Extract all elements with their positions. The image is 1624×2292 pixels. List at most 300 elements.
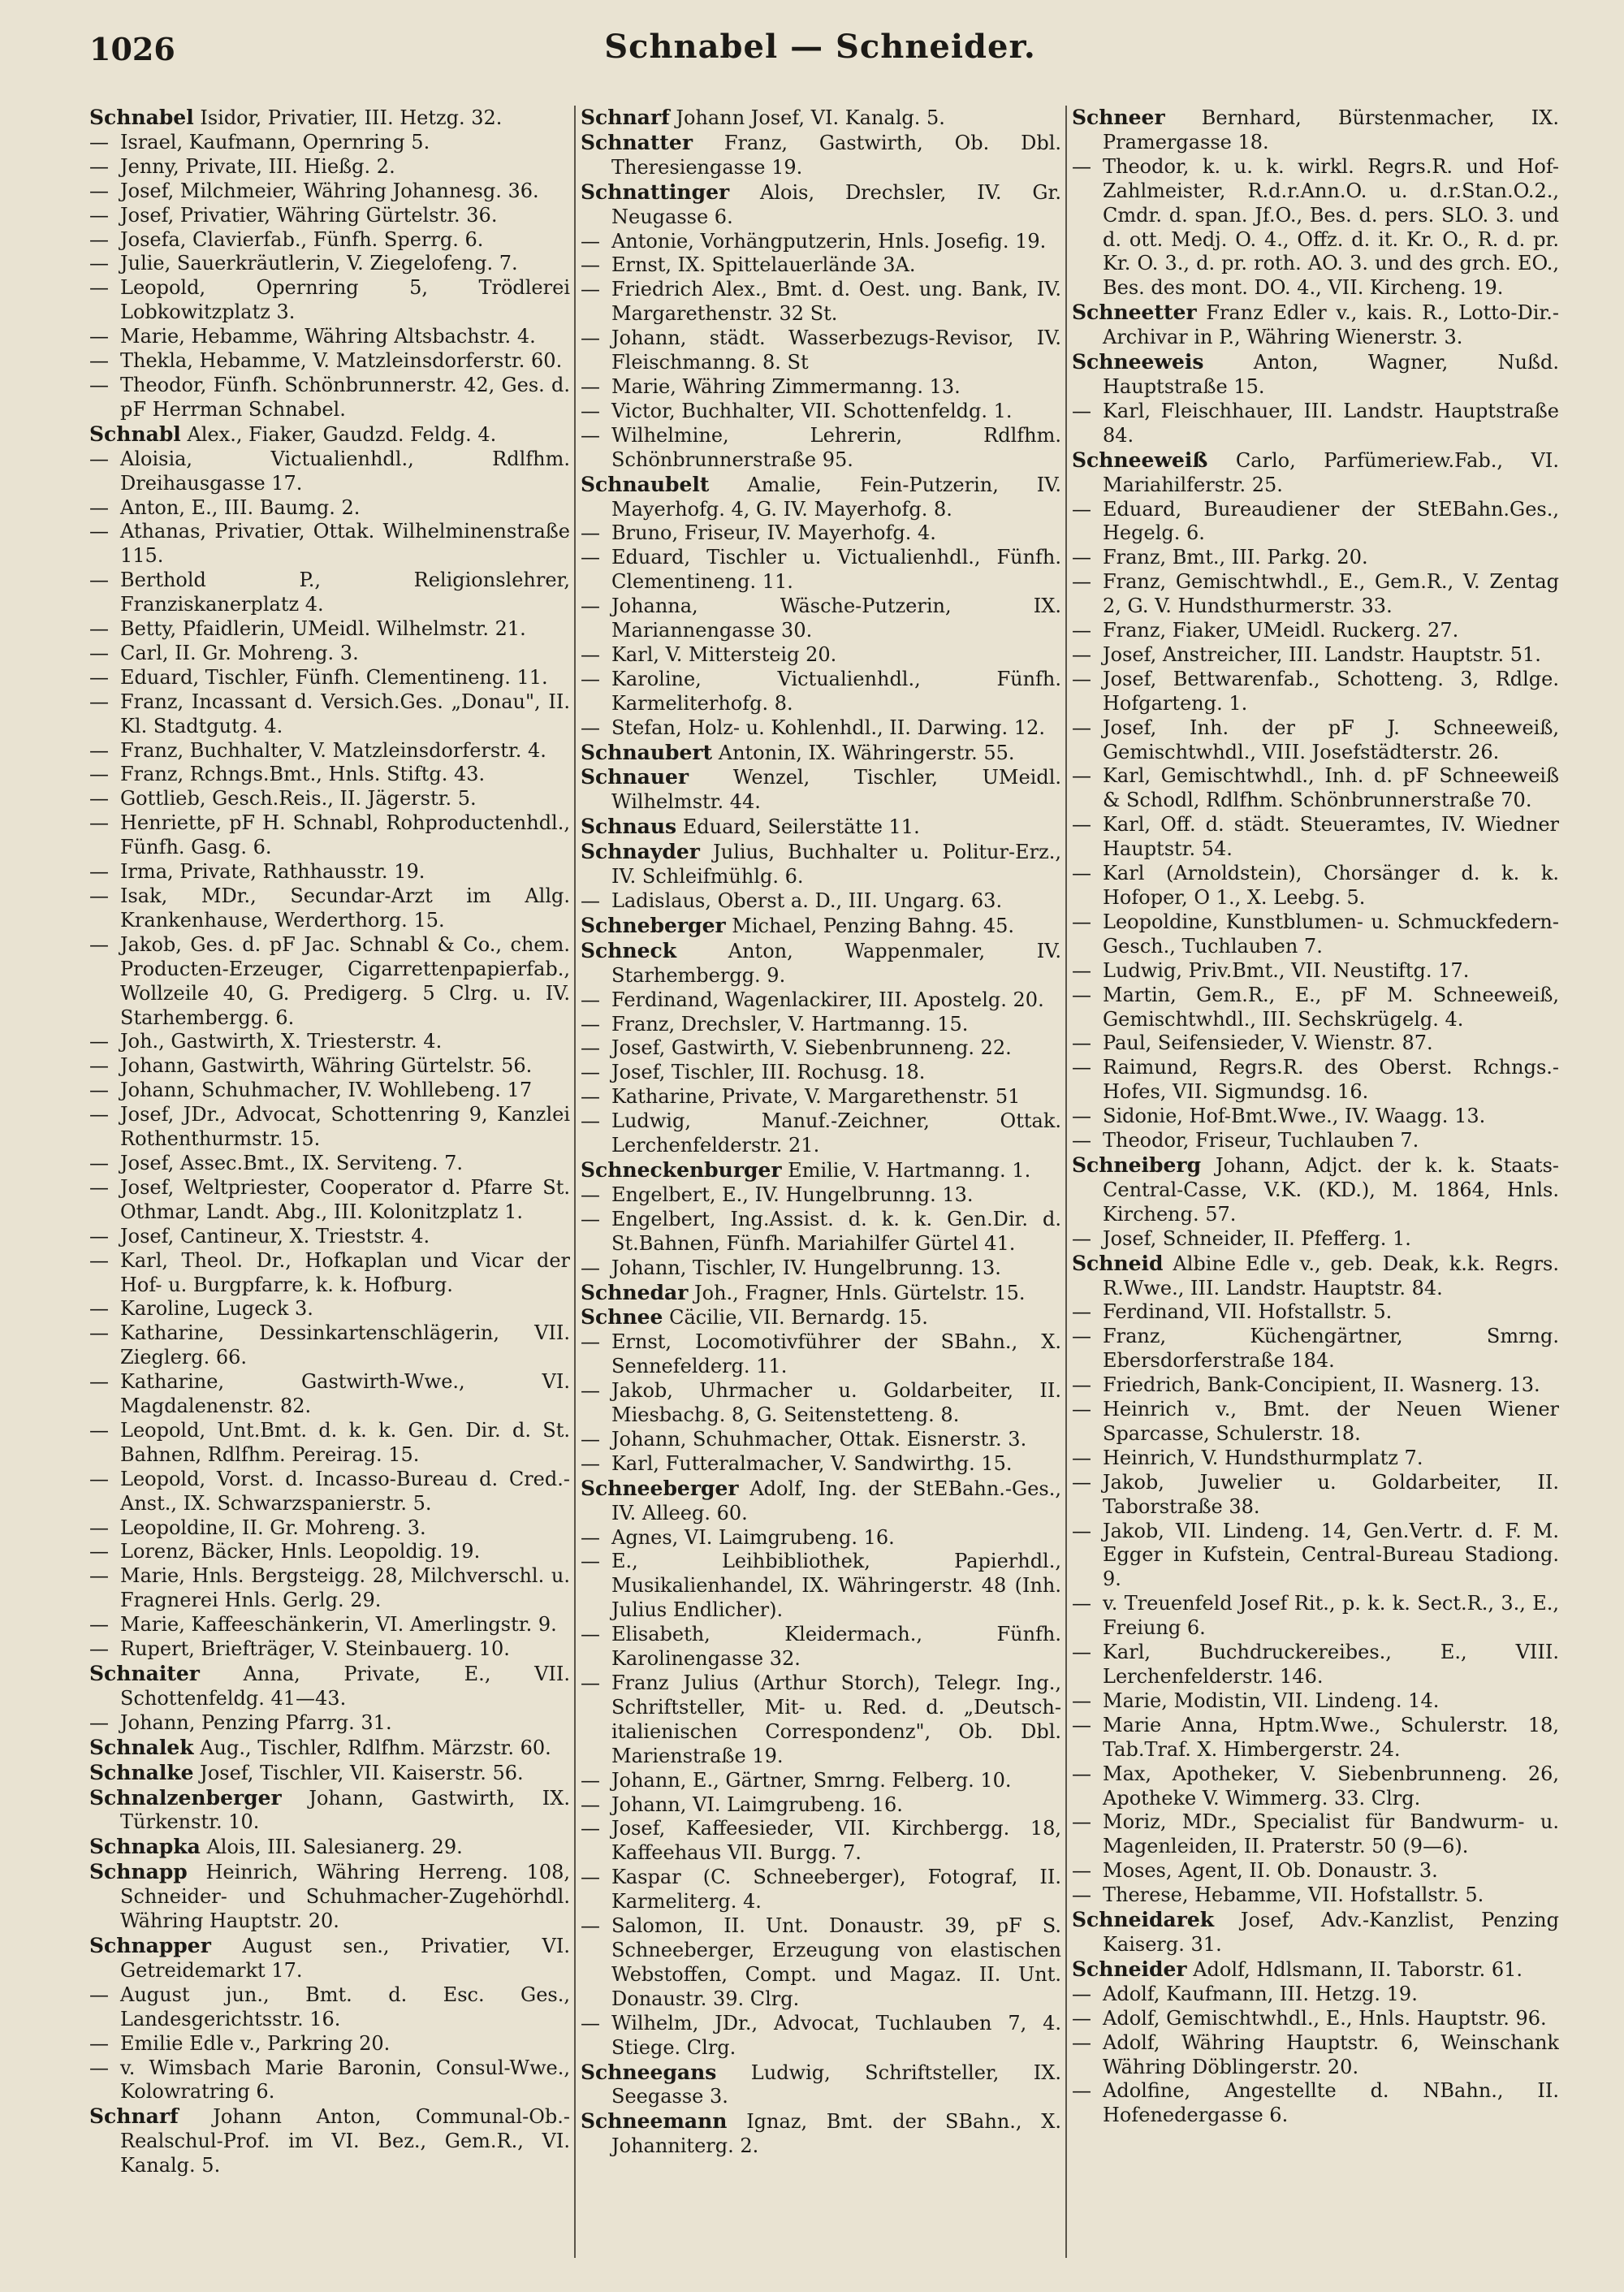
directory-entry-surname [581,180,1061,230]
surname-heading: Schnee [581,1305,663,1330]
page-number: 1026 [89,31,175,67]
directory-entry [581,1256,1061,1281]
entry-text: v. Wimsbach Marie Baronin, Consul-Wwe., Kolowratring 6. [120,2056,570,2104]
entry-text: Martin, Gem.R., E., pF M. Schneeweiß, Gemischtwhdl., III. Sechskrügelg. 4. [1103,983,1559,1031]
ditto-dash: — [581,1061,600,1084]
ditto-dash: — [1072,1641,1091,1664]
surname-heading: Schnalek [89,1735,194,1759]
directory-entry [89,155,570,179]
entry-text: Bruno, Friseur, IV. Mayerhofg. 4. [611,521,936,545]
entry-text: Johann, Schuhmacher, Ottak. Eisnerstr. 3. [611,1427,1027,1451]
directory-entry [89,763,570,787]
ditto-dash: — [89,1079,109,1102]
ditto-dash: — [1072,2079,1091,2103]
directory-entry [89,131,570,155]
entry-text: Heinrich, Währing Herreng. 108, Schneider- und Schuhmacher-Zugehörhdl. Währing Hauptstr. 20. [120,1861,570,1933]
ditto-dash: — [89,1710,109,1734]
entry-text: Franz, Küchengärtner, Smrng. Ebersdorferstraße 184. [1103,1325,1559,1373]
directory-entry [89,1103,570,1152]
entry-text: Eduard, Tischler u. Victualienhdl., Fünfh. Clementineng. 11. [611,546,1061,594]
ditto-dash: — [581,1793,600,1816]
directory-entry [89,617,570,642]
ditto-dash: — [581,1109,600,1133]
entry-text: Franz, Incassant d. Versich.Ges. „Donau", II. Kl. Stadtgutg. 4. [120,690,570,737]
column-3 [1072,106,1559,2266]
ditto-dash: — [89,349,109,373]
ditto-dash: — [581,1817,600,1840]
entry-text: Israel, Kaufmann, Opernring 5. [120,130,430,154]
surname-heading: Schneetter [1072,301,1197,325]
directory-entry [89,1225,570,1249]
entry-text: Josef, Schneider, II. Pfefferg. 1. [1103,1226,1411,1250]
directory-entry [1072,619,1559,643]
directory-entry [89,1054,570,1079]
directory-entry [89,1176,570,1225]
ditto-dash: — [1072,570,1091,594]
ditto-dash: — [89,447,109,470]
directory-entry [89,448,570,496]
ditto-dash: — [89,154,109,178]
entry-text: Jakob, Ges. d. pF Jac. Schnabl & Co., chem. Producten-Erzeuger, Cigarrettenpapierfab., Wollzeile 40, G. Predigerg. 5 Clrg. u. IV. Starhembergg. 6. [120,932,570,1029]
ditto-dash: — [1072,1398,1091,1421]
directory-entry-surname [581,473,1061,522]
entry-text: Leopoldine, II. Gr. Mohreng. 3. [120,1516,426,1539]
entry-text: Johann, VI. Laimgrubeng. 16. [611,1793,903,1816]
directory-entry [89,2032,570,2056]
directory-entry [1072,764,1559,813]
entry-text: Josef, Inh. der pF J. Schneeweiß, Gemischtwhdl., VIII. Josefstädterstr. 26. [1103,716,1559,763]
directory-entry [1072,2007,1559,2031]
ditto-dash: — [581,988,600,1011]
ditto-dash: — [1072,619,1091,642]
directory-entry [581,1526,1061,1550]
entry-text: Franz, Rchngs.Bmt., Hnls. Stiftg. 43. [120,763,486,786]
entry-text: Leopoldine, Kunstblumen- u. Schmuckfedern-Gesch., Tuchlauben 7. [1103,910,1559,958]
directory-entry [1072,813,1559,862]
directory-entry-surname [1072,301,1559,350]
directory-entry [581,1817,1061,1866]
directory-entry [581,1109,1061,1158]
ditto-dash: — [89,203,109,227]
directory-entry [1072,1859,1559,1883]
entry-text: Marie, Kaffeeschänkerin, VI. Amerlingstr. 9. [120,1613,557,1637]
ditto-dash: — [1072,1762,1091,1785]
directory-entry [89,1321,570,1370]
directory-entry [89,666,570,690]
entry-text: Sidonie, Hof-Bmt.Wwe., IV. Waagg. 13. [1103,1105,1486,1128]
ditto-dash: — [581,1866,600,1889]
ditto-dash: — [1072,716,1091,739]
entry-text: Thekla, Hebamme, V. Matzleinsdorferstr. 60. [120,349,563,373]
directory-entry [89,739,570,763]
ditto-dash: — [89,2056,109,2079]
ditto-dash: — [89,884,109,907]
directory-entry [581,1671,1061,1769]
ditto-dash: — [1072,1446,1091,1469]
directory-entry-surname [581,765,1061,815]
entry-text: Ernst, Locomotivführer der SBahn., X. Sennefelderg. 11. [611,1330,1061,1378]
ditto-dash: — [1072,1689,1091,1712]
directory-entry [1072,1129,1559,1153]
entry-text: Marie Anna, Hptm.Wwe., Schulerstr. 18, Tab.Traf. X. Himbergerstr. 24. [1103,1713,1559,1761]
entry-text: Ferdinand, VII. Hofstallstr. 5. [1103,1300,1393,1324]
entry-text: Leopold, Vorst. d. Incasso-Bureau d. Cred.-Anst., IX. Schwarzspanierstr. 5. [120,1467,570,1515]
directory-entry [581,1866,1061,1914]
columns [89,106,1559,2266]
ditto-dash: — [581,399,600,422]
directory-entry [89,642,570,666]
entry-text: Josef, JDr., Advocat, Schottenring 9, Kanzlei Rothenthurmstr. 15. [120,1103,570,1151]
directory-entry [1072,570,1559,619]
ditto-dash: — [89,738,109,762]
directory-entry [1072,1398,1559,1447]
directory-entry [1072,959,1559,984]
entry-text: Kaspar (C. Schneeberger), Fotograf, II. Karmeliterg. 4. [611,1866,1061,1914]
ditto-dash: — [89,1175,109,1199]
directory-entry [1072,1227,1559,1252]
ditto-dash: — [89,1103,109,1127]
entry-text: Albine Edle v., geb. Deak, k.k. Regrs. R.Wwe., III. Landstr. Hauptstr. 84. [1103,1252,1559,1300]
entry-text: Stefan, Holz- u. Kohlenhdl., II. Darwing. 12. [611,716,1045,739]
ditto-dash: — [89,1054,109,1078]
directory-entry [89,349,570,374]
entry-text: Isidor, Privatier, III. Hetzg. 32. [193,106,503,129]
entry-text: Johann, Schuhmacher, IV. Wohllebeng. 17 [120,1079,533,1102]
entry-text: Adolfine, Angestellte d. NBahn., II. Hofenedergasse 6. [1103,2079,1559,2127]
entry-text: Eduard, Tischler, Fünfh. Clementineng. 11. [120,665,548,689]
directory-entry [1072,1883,1559,1908]
directory-entry [89,374,570,422]
surname-heading: Schnaubelt [581,472,710,496]
ditto-dash: — [89,495,109,519]
directory-entry [89,787,570,811]
directory-entry-surname [1072,1252,1559,1301]
surname-heading: Schneck [581,938,677,962]
ditto-dash: — [89,617,109,641]
entry-text: Karl, Gemischtwhdl., Inh. d. pF Schneeweiß & Schodl, Rdlfhm. Schönbrunnerstraße 70. [1103,764,1559,812]
ditto-dash: — [1072,1129,1091,1152]
entry-text: Franz, Buchhalter, V. Matzleinsdorferstr. 4. [120,738,546,762]
ditto-dash: — [89,130,109,154]
surname-heading: Schneemann [581,2109,728,2134]
entry-text: Irma, Private, Rathhausstr. 19. [120,860,425,884]
surname-heading: Schneider [1072,1957,1187,1981]
entry-text: Josef, Assec.Bmt., IX. Serviteng. 7. [120,1151,464,1174]
entry-text: Anton, Wagner, Nußd. Hauptstraße 15. [1103,351,1559,398]
directory-entry-surname [89,1934,570,1983]
directory-entry-surname [1072,1908,1559,1957]
ditto-dash: — [581,1012,600,1036]
directory-entry [1072,400,1559,448]
ditto-dash: — [581,253,600,277]
entry-text: Eduard, Bureaudiener der StEBahn.Ges., Hegelg. 6. [1103,497,1559,545]
directory-entry-surname [581,741,1061,766]
entry-text: Karl, Theol. Dr., Hofkaplan und Vicar der Hof- u. Burgpfarre, k. k. Hofburg. [120,1248,570,1296]
directory-entry [1072,1471,1559,1520]
entry-text: Josef, Gastwirth, V. Siebenbrunneng. 22. [611,1036,1012,1060]
running-head: Schnabel — Schneider. [604,28,1036,66]
ditto-dash: — [581,1623,600,1646]
directory-entry [1072,155,1559,301]
entry-text: Michael, Penzing Bahng. 45. [725,914,1015,937]
directory-entry [1072,910,1559,959]
column-divider [574,106,576,2258]
directory-entry [581,278,1061,327]
ditto-dash: — [89,1467,109,1490]
entry-text: Joh., Fragner, Hnls. Gürtelstr. 15. [688,1281,1026,1304]
ditto-dash: — [1072,2006,1091,2030]
entry-text: E., Leihbibliothek, Papierhdl., Musikalienhandel, IX. Währingerstr. 48 (Inh. Julius Endlicher). [611,1550,1061,1622]
ditto-dash: — [1072,983,1091,1006]
directory-entry [1072,546,1559,570]
entry-text: Leopold, Unt.Bmt. d. k. k. Gen. Dir. d. St. Bahnen, Rdlfhm. Pereirag. 15. [120,1418,570,1466]
directory-entry [1072,1373,1559,1398]
directory-entry [1072,498,1559,547]
ditto-dash: — [89,787,109,811]
directory-entry [89,690,570,739]
directory-entry [1072,1105,1559,1129]
ditto-dash: — [1072,1713,1091,1736]
ditto-dash: — [1072,910,1091,933]
ditto-dash: — [581,642,600,666]
ditto-dash: — [581,1427,600,1451]
directory-entry [581,1452,1061,1477]
directory-entry [1072,1983,1559,2007]
entry-text: Alex., Fiaker, Gaudzd. Feldg. 4. [180,422,497,446]
directory-entry [1072,668,1559,716]
entry-text: Josef, Cantineur, X. Trieststr. 4. [120,1224,430,1248]
entry-text: Franz, Gastwirth, Ob. Dbl. Theresiengasse 19. [611,131,1061,179]
entry-text: Jakob, VII. Lindeng. 14, Gen.Vertr. d. F. M. Egger in Kufstein, Central-Bureau Stadiong. 9. [1103,1519,1559,1591]
ditto-dash: — [89,1224,109,1248]
ditto-dash: — [89,1418,109,1442]
surname-heading: Schnarf [89,2104,179,2129]
entry-text: Theodor, Friseur, Tuchlauben 7. [1103,1129,1419,1152]
ditto-dash: — [89,763,109,786]
entry-text: Franz, Bmt., III. Parkg. 20. [1103,546,1368,569]
ditto-dash: — [581,374,600,398]
entry-text: Elisabeth, Kleidermach., Fünfh. Karolinengasse 32. [611,1623,1061,1671]
directory-entry [89,1297,570,1321]
surname-heading: Schnayder [581,840,700,864]
ditto-dash: — [89,1297,109,1321]
entry-text: Friedrich, Bank-Concipient, II. Wasnerg. 13. [1103,1373,1540,1397]
surname-heading: Schnarf [581,106,670,129]
entry-text: Ludwig, Manuf.-Zeichner, Ottak. Lerchenfelderstr. 21. [611,1109,1061,1157]
ditto-dash: — [1072,1373,1091,1397]
entry-text: Heinrich v., Bmt. der Neuen Wiener Sparcasse, Schulerstr. 18. [1103,1398,1559,1445]
directory-entry-surname [581,840,1061,889]
ditto-dash: — [1072,1105,1091,1128]
directory-entry [581,546,1061,595]
directory-entry [89,1370,570,1419]
ditto-dash: — [89,1564,109,1588]
ditto-dash: — [581,595,600,618]
directory-entry-surname [581,939,1061,988]
ditto-dash: — [89,1540,109,1563]
directory-entry [1072,1592,1559,1641]
ditto-dash: — [581,1256,600,1279]
directory-entry [89,276,570,325]
entry-text: Alois, Drechsler, IV. Gr. Neugasse 6. [611,180,1061,228]
surname-heading: Schneberger [581,913,726,937]
directory-entry [89,569,570,617]
entry-text: Betty, Pfaidlerin, UMeidl. Wilhelmstr. 21. [120,617,526,641]
directory-entry [89,1540,570,1564]
ditto-dash: — [1072,399,1091,422]
ditto-dash: — [1072,154,1091,178]
directory-entry-surname [89,1736,570,1761]
entry-text: Josef, Bettwarenfab., Schotteng. 3, Rdlge. Hofgarteng. 1. [1103,667,1559,715]
entry-text: Julie, Sauerkräutlerin, V. Ziegelofeng. 7. [120,252,518,275]
surname-heading: Schneckenburger [581,1157,782,1182]
entry-text: Karl, Fleischhauer, III. Landstr. Hauptstraße 84. [1103,399,1559,447]
directory-entry [581,1623,1061,1671]
surname-heading: Schnatter [581,130,693,154]
directory-entry-surname [89,1786,570,1836]
ditto-dash: — [89,811,109,835]
entry-text: Bernhard, Bürstenmacher, IX. Pramergasse 18. [1103,106,1559,154]
ditto-dash: — [89,276,109,300]
ditto-dash: — [1072,1470,1091,1494]
entry-text: Johann, Tischler, IV. Hungelbrunng. 13. [611,1256,1001,1279]
directory-entry [581,375,1061,400]
entry-text: Franz Julius (Arthur Storch), Telegr. Ing., Schriftsteller, Mit- u. Red. d. „Deutsch-italienischen Correspondenz", Ob. Dbl. Marienstraße 19. [611,1671,1061,1767]
directory-entry [581,1208,1061,1256]
entry-text: Ferdinand, Wagenlackirer, III. Apostelg. 20. [611,988,1044,1011]
ditto-dash: — [1072,667,1091,690]
ditto-dash: — [89,325,109,348]
ditto-dash: — [89,1030,109,1053]
entry-text: Johann, städt. Wasserbezugs-Revisor, IV. Fleischmanng. 8. St [611,327,1061,374]
entry-text: Jakob, Juwelier u. Goldarbeiter, II. Taborstraße 38. [1103,1470,1559,1518]
directory-entry [89,204,570,228]
surname-heading: Schnaus [581,815,677,839]
ditto-dash: — [1072,1031,1091,1055]
directory-entry-surname [89,422,570,448]
entry-text: Karoline, Victualienhdl., Fünfh. Karmeliterhofg. 8. [611,667,1061,715]
entry-text: Engelbert, Ing.Assist. d. k. k. Gen.Dir. d. St.Bahnen, Fünfh. Mariahilfer Gürtel 41. [611,1207,1061,1255]
directory-entry [89,933,570,1031]
directory-entry [581,1793,1061,1818]
entry-text: Lorenz, Bäcker, Hnls. Leopoldig. 19. [120,1540,481,1563]
directory-entry [581,1013,1061,1037]
entry-text: Berthold P., Religionslehrer, Franziskanerplatz 4. [120,569,570,616]
entry-text: Karl (Arnoldstein), Chorsänger d. k. k. Hofoper, O 1., X. Leebg. 5. [1103,862,1559,909]
surname-heading: Schneiberg [1072,1152,1202,1177]
entry-text: Emilie, V. Hartmanng. 1. [781,1158,1031,1182]
ditto-dash: — [581,229,600,253]
entry-text: Adolf, Gemischtwhdl., E., Hnls. Hauptstr. 96. [1103,2006,1547,2030]
entry-text: Heinrich, V. Hundsthurmplatz 7. [1103,1446,1423,1469]
directory-entry [1072,1447,1559,1471]
entry-text: Theodor, k. u. k. wirkl. Regrs.R. und Hof-Zahlmeister, R.d.r.Ann.O. u. d.r.Stan.O.2., Cmdr. d. span. Jf.O., Bes. d. pers. SLO. 3. und d. ott. Medj. O. 4., Offz. d. it. Kr. O., R. d. pr. Kr. O. 3., d. pr. roth. AO. 3. und des grch. EO., Bes. des mont. DO. 4., VII. Kircheng. 19. [1103,154,1559,300]
directory-entry [581,253,1061,278]
entry-text: Franz, Drechsler, V. Hartmanng. 15. [611,1012,969,1036]
entry-text: Johann Anton, Communal-Ob.-Realschul-Prof. im VI. Bez., Gem.R., VI. Kanalg. 5. [120,2105,570,2177]
ditto-dash: — [581,1085,600,1109]
directory-entry-surname [581,2061,1061,2110]
ditto-dash: — [1072,497,1091,521]
entry-text: Amalie, Fein-Putzerin, IV. Mayerhofg. 4, G. IV. Mayerhofg. 8. [611,473,1061,521]
directory-entry [581,1061,1061,1085]
ditto-dash: — [89,1637,109,1661]
ditto-dash: — [581,716,600,739]
ditto-dash: — [1072,764,1091,788]
directory-entry [89,1152,570,1176]
entry-text: Marie, Währing Zimmermanng. 13. [611,374,961,398]
directory-entry-surname [1072,106,1559,155]
surname-heading: Schnattinger [581,179,730,204]
entry-text: Eduard, Seilerstätte 11. [676,815,920,839]
directory-entry [89,179,570,204]
ditto-dash: — [581,278,600,301]
directory-entry [1072,1325,1559,1373]
entry-text: Alois, III. Salesianerg. 29. [200,1836,463,1859]
entry-text: Ignaz, Bmt. der SBahn., X. Johanniterg. 2. [611,2110,1061,2158]
entry-text: August sen., Privatier, VI. Getreidemarkt 17. [120,1934,570,1982]
directory-entry-surname [1072,448,1559,498]
surname-heading: Schnalke [89,1760,194,1784]
ditto-dash: — [89,227,109,251]
ditto-dash: — [581,1525,600,1549]
entry-text: Paul, Seifensieder, V. Wienstr. 87. [1103,1031,1433,1055]
entry-text: Katharine, Gastwirth-Wwe., VI. Magdalenenstr. 82. [120,1370,570,1418]
entry-text: Josef, Weltpriester, Cooperator d. Pfarre St. Othmar, Landt. Abg., III. Kolonitzplatz 1. [120,1175,570,1223]
entry-text: Ludwig, Schriftsteller, IX. Seegasse 3. [611,2061,1061,2108]
entry-text: Josef, Tischler, VII. Kaiserstr. 56. [193,1761,524,1784]
directory-entry [581,1550,1061,1623]
directory-entry [581,1769,1061,1793]
directory-entry [1072,2031,1559,2080]
directory-entry [89,325,570,349]
entry-text: Franz Edler v., kais. R., Lotto-Dir.-Archivar in P., Währing Wienerstr. 3. [1103,301,1559,349]
entry-text: Katharine, Dessinkartenschlägerin, VII. Zieglerg. 66. [120,1321,570,1369]
entry-text: Antonie, Vorhängputzerin, Hnls. Josefig. 19. [611,229,1047,253]
ditto-dash: — [1072,813,1091,837]
directory-entry [581,643,1061,668]
ditto-dash: — [1072,642,1091,666]
surname-heading: Schneeweis [1072,350,1204,374]
directory-entry [89,1419,570,1468]
surname-heading: Schnauer [581,765,689,789]
ditto-dash: — [581,1183,600,1206]
ditto-dash: — [89,641,109,664]
directory-entry [581,424,1061,473]
entry-text: Wenzel, Tischler, UMeidl. Wilhelmstr. 44. [611,766,1061,814]
directory-entry [89,1983,570,2032]
ditto-dash: — [89,1370,109,1394]
directory-entry [89,811,570,860]
ditto-dash: — [89,2031,109,2055]
ditto-dash: — [581,1207,600,1230]
page-header [89,24,1551,81]
directory-entry-surname [581,914,1061,939]
directory-entry [581,327,1061,375]
entry-text: Theodor, Fünfh. Schönbrunnerstr. 42, Ges. d. pF Herrman Schnabel. [120,373,570,421]
entry-text: Wilhelmine, Lehrerin, Rdlfhm. Schönbrunnerstraße 95. [611,423,1061,471]
entry-text: Antonin, IX. Währingerstr. 55. [712,741,1015,764]
ditto-dash: — [1072,2030,1091,2054]
entry-text: Emilie Edle v., Parkring 20. [120,2031,391,2055]
ditto-dash: — [581,889,600,912]
ditto-dash: — [581,546,600,569]
directory-entry [89,228,570,253]
entry-text: Anton, E., III. Baumg. 2. [120,495,361,519]
entry-text: Henriette, pF H. Schnabl, Rohproductenhdl., Fünfh. Gasg. 6. [120,811,570,859]
ditto-dash: — [1072,1810,1091,1834]
entry-text: Katharine, Private, V. Margarethenstr. 51 [611,1085,1021,1109]
